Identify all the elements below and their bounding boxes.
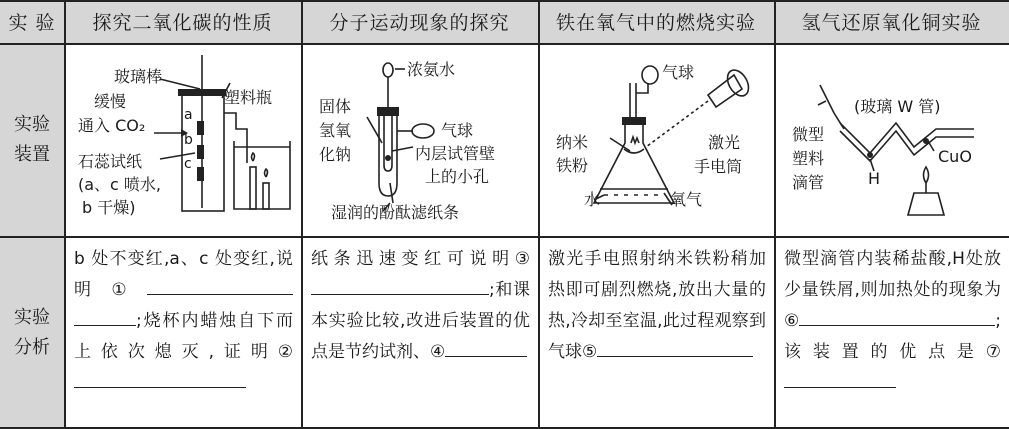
label-balloon: 气球: [441, 121, 474, 140]
label-water: 水: [584, 190, 601, 209]
label-oxygen: 氧气: [670, 190, 703, 209]
label-solid-1: 固体: [319, 97, 352, 116]
label-inner-tube-1: 内层试管壁: [415, 144, 496, 163]
analysis-co2-text-2: ;烧杯内蜡烛自下而上依次熄灭,证明②: [74, 311, 293, 362]
label-nano-2: 铁粉: [556, 156, 589, 175]
label-solid-3: 化钠: [319, 145, 352, 164]
label-micro-3: 滴管: [792, 173, 825, 192]
blank-6-cont: [899, 307, 995, 326]
blank-5: [597, 338, 753, 357]
table-col-rule-1: [64, 0, 66, 429]
apparatus-co2: [64, 43, 301, 236]
analysis-label-1: 实验: [14, 306, 50, 328]
label-ammonia: 浓氨水: [407, 60, 456, 79]
label-laser-2: 手电筒: [694, 157, 743, 176]
label-b: b: [184, 132, 193, 148]
analysis-molecular-text-1: 纸条迅速变红可说明③: [311, 249, 530, 269]
apparatus-label-2: 装置: [14, 143, 50, 165]
label-plastic-bottle: 塑料瓶: [224, 88, 273, 107]
blank-7: [784, 369, 896, 388]
analysis-co2: [64, 236, 301, 429]
apparatus-row-label: [0, 43, 64, 236]
blank-1-cont: [74, 307, 136, 326]
table-col-rule-4: [774, 0, 776, 429]
label-cuo: CuO: [938, 147, 972, 166]
label-slowly: 缓慢: [94, 92, 127, 111]
analysis-row-label: [0, 236, 64, 429]
label-micro-1: 微型: [792, 125, 825, 144]
table-border-top: [0, 0, 1009, 2]
blank-4: [445, 338, 527, 357]
apparatus-iron: [538, 43, 774, 236]
label-glass-rod: 玻璃棒: [114, 67, 163, 86]
analysis-label-2: 分析: [14, 336, 50, 358]
analysis-co2-text-1: b 处不变红,a、c 处变红,说明①: [74, 249, 293, 300]
label-solid-2: 氢氧: [319, 121, 352, 140]
analysis-iron-text-1: 激光手电照射纳米铁粉稍加热即可剧烈燃烧,放出大量的热,冷却至室温,此过程观察到气球⑤: [548, 249, 766, 362]
label-w-tube: (玻璃 W 管): [854, 97, 941, 116]
label-a: a: [184, 107, 193, 123]
table-col-rule-3: [538, 0, 540, 429]
header-hydrogen-reduction: 氢气还原氧化铜实验: [774, 0, 1009, 43]
table-rule-middle: [0, 236, 1009, 238]
label-balloon-iron: 气球: [662, 63, 695, 82]
header-co2-properties: 探究二氧化碳的性质: [64, 0, 301, 43]
header-experiment: 实 验: [0, 0, 64, 43]
label-nano-1: 纳米: [556, 133, 589, 152]
label-laser-1: 激光: [708, 133, 741, 152]
apparatus-label-1: 实验: [14, 113, 50, 135]
analysis-molecular: [301, 236, 538, 429]
label-inject-co2: 通入 CO₂: [78, 116, 146, 135]
table-rule-header: [0, 43, 1009, 45]
analysis-iron: [538, 236, 774, 429]
label-litmus-paper: 石蕊试纸: [78, 152, 143, 171]
apparatus-hydrogen: [774, 43, 1009, 236]
header-iron-combustion: 铁在氧气中的燃烧实验: [538, 0, 774, 43]
blank-2: [74, 369, 246, 388]
blank-6: [799, 307, 899, 326]
analysis-molecular-text-2: ;和课本实验比较,改进后装置的优点是节约试剂、④: [311, 280, 530, 362]
blank-1: [147, 276, 293, 295]
label-c: c: [184, 156, 192, 172]
apparatus-molecular: [301, 43, 538, 236]
label-note-2: b 干燥): [82, 198, 136, 217]
header-molecular-motion: 分子运动现象的探究: [301, 0, 538, 43]
label-inner-tube-2: 上的小孔: [425, 167, 490, 186]
label-note-1: (a、c 喷水,: [78, 175, 162, 194]
label-h: H: [868, 169, 881, 188]
label-micro-2: 塑料: [792, 149, 825, 168]
analysis-hydrogen: [774, 236, 1009, 429]
analysis-hydrogen-text-2: ;该装置的优点是⑦: [784, 311, 1001, 362]
table-col-rule-2: [301, 0, 303, 429]
blank-3: [311, 276, 489, 295]
analysis-hydrogen-text-1: 微型滴管内装稀盐酸,H处放少量铁屑,则加热处的现象为⑥: [784, 249, 1001, 331]
label-wet-paper: 湿润的酚酞滤纸条: [331, 203, 460, 222]
